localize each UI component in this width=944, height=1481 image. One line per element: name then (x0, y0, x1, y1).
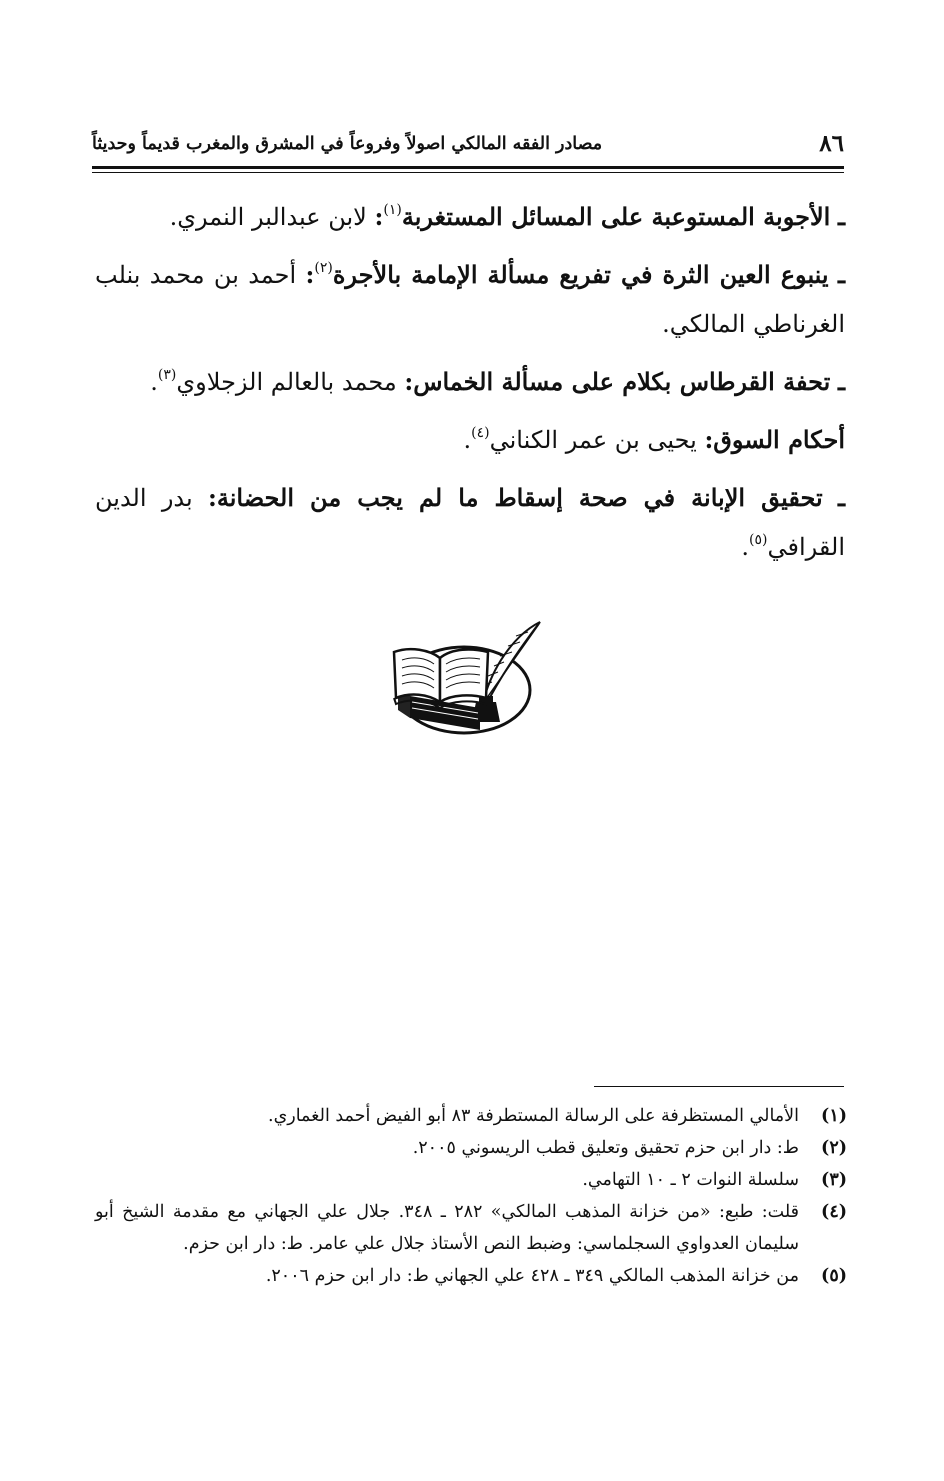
footnote-number: (٥) (821, 1266, 847, 1286)
entry-title: تحفة القرطاس بكلام على مسألة الخماس (413, 367, 831, 396)
footnote-marker: (٥) (749, 532, 768, 548)
entry-author: أحمد بن محمد بنلب الغرناطي المالكي. (95, 261, 845, 338)
footnote (95, 1132, 847, 1164)
entry-title: ينبوع العين الثرة في تفريع مسألة الإمامة بالأجرة (332, 260, 829, 289)
header-rule (92, 166, 844, 169)
footnote-number: (٤) (821, 1202, 847, 1222)
footnote (95, 1164, 847, 1196)
entry-title: تحقيق الإبانة في صحة إسقاط ما لم يجب من الحضانة (216, 483, 823, 512)
entry-end: . (741, 533, 750, 561)
footnote (95, 1100, 847, 1132)
entry-dash: ـ (837, 483, 846, 512)
entry-separator: : (374, 202, 384, 231)
entry-separator: : (208, 483, 217, 512)
entry-list (95, 192, 845, 580)
footnote-text: سلسلة النوات ٢ ـ ١٠ التهامي. (582, 1170, 799, 1190)
footnote-marker: (١) (383, 202, 402, 218)
entry-end: . (463, 426, 472, 454)
running-header (92, 126, 844, 166)
entry-separator: : (305, 260, 315, 289)
footnote-marker: (٢) (314, 260, 333, 276)
entry-author: لابن عبدالبر النمري. (169, 203, 367, 231)
footnote-text: قلت: طبع: «من خزانة المذهب المالكي» ٢٨٢ ـ ٣٤٨. جلال علي الجهاني مع مقدمة الشيخ أبو سليمان العدواوي السجلماسي: وضبط النص الأستاذ جلال علي عامر. ط: دار ابن حزم. (95, 1202, 799, 1254)
page-number: ٨٦ (819, 130, 844, 157)
entry (95, 473, 845, 572)
book-and-quill-icon (388, 618, 553, 738)
entry-dash: ـ (837, 260, 845, 289)
footnote (95, 1196, 847, 1260)
footnote-number: (١) (821, 1106, 847, 1126)
entry-dash: ـ (837, 202, 845, 231)
entry (95, 357, 845, 407)
footnote-number: (٢) (821, 1138, 847, 1158)
footnote (95, 1260, 847, 1292)
header-rule-thin (92, 172, 844, 173)
entry-dash: ـ (837, 367, 845, 396)
footnote-text: ط: دار ابن حزم تحقيق وتعليق قطب الريسوني ٢٠٠٥. (412, 1138, 799, 1158)
footnote-marker: (٤) (471, 425, 490, 441)
entry-end: . (150, 368, 158, 396)
footnote-text: من خزانة المذهب المالكي ٣٤٩ ـ ٤٢٨ علي الجهاني ط: دار ابن حزم ٢٠٠٦. (265, 1266, 799, 1286)
footnote-text: الأمالي المستظرفة على الرسالة المستطرفة ٨٣ أبو الفيض أحمد الغماري. (268, 1106, 799, 1126)
footnote-number: (٣) (821, 1170, 847, 1190)
entry (95, 415, 845, 465)
entry (95, 192, 845, 242)
footnote-marker: (٣) (157, 367, 177, 383)
entry-title: الأجوبة المستوعبة على المسائل المستغربة (401, 202, 831, 231)
entry-separator: : (404, 367, 414, 396)
entry-author: محمد بالعالم الزجلاوي (176, 368, 397, 396)
entry (95, 250, 845, 349)
entry-separator: : (704, 425, 714, 454)
footnote-list (95, 1100, 847, 1292)
entry-author: يحيى بن عمر الكناني (489, 426, 697, 454)
entry-title: أحكام السوق (713, 425, 845, 454)
entry-author: بدر الدين القرافي (95, 484, 845, 561)
footnote-rule (594, 1086, 844, 1087)
running-title: مصادر الفقه المالكي اصولاً وفروعاً في المشرق والمغرب قديماً وحديثاً (92, 134, 603, 154)
